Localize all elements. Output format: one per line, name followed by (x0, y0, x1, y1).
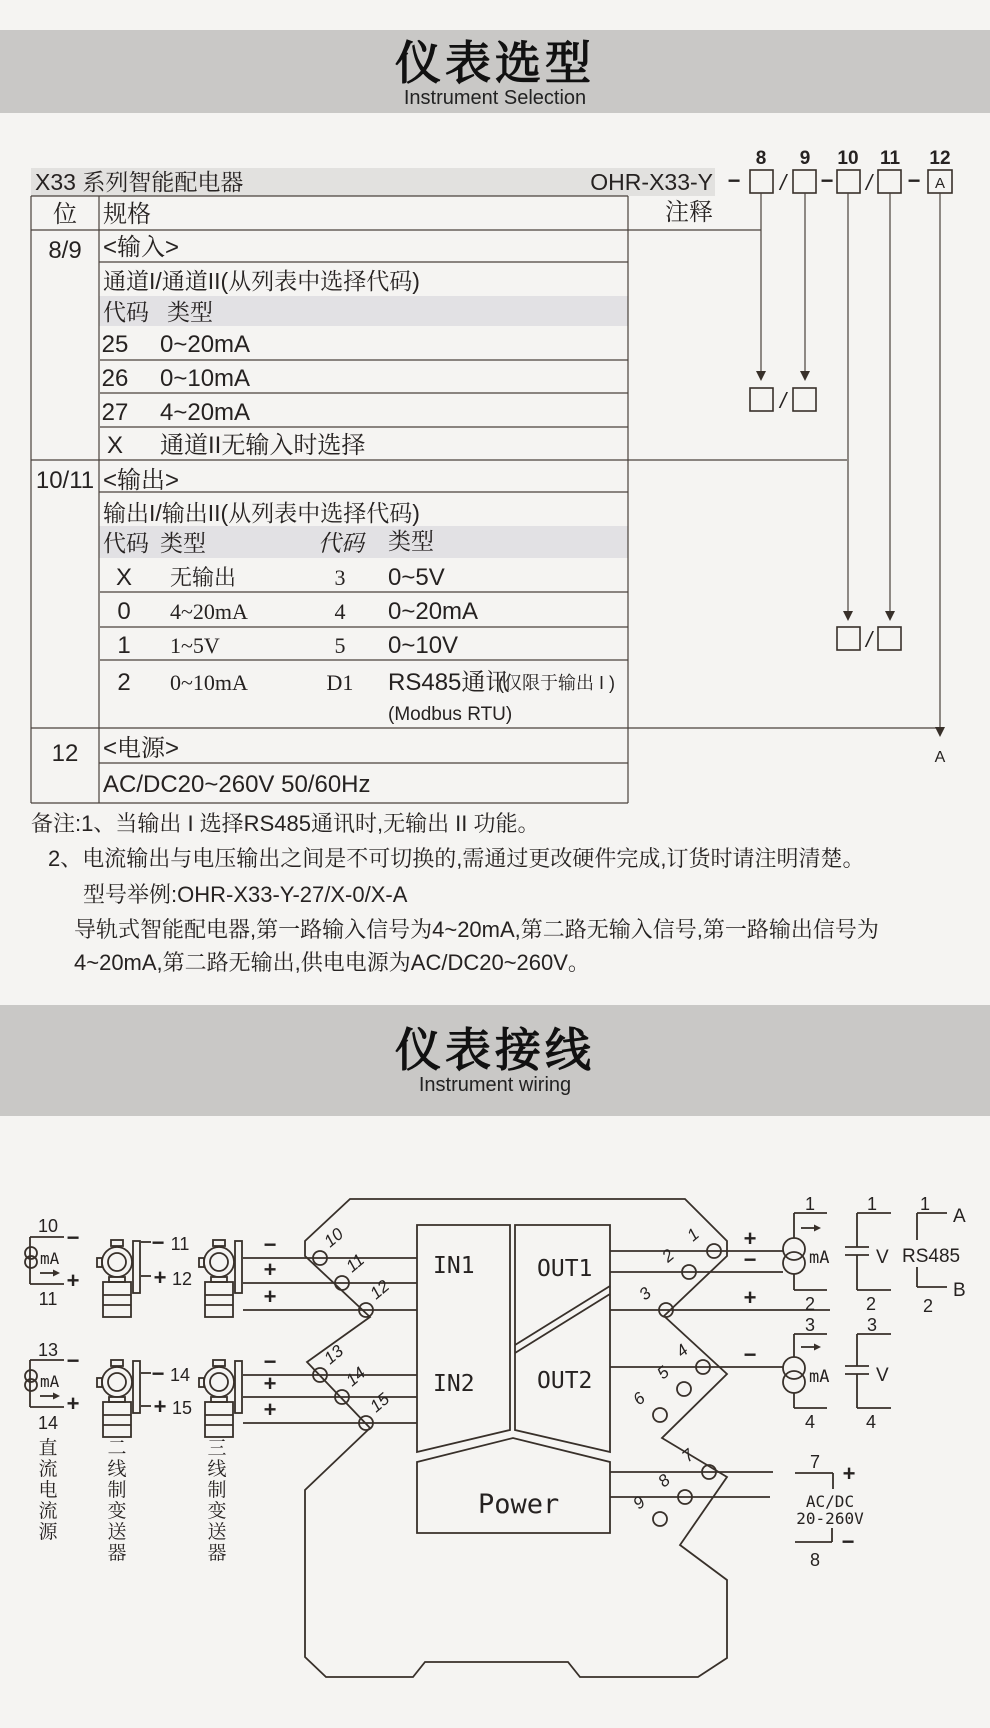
selection-title: 仪表选型 (395, 37, 595, 89)
tx2-plus-terminal: 15 (171, 1398, 193, 1418)
head-code-2b: 代码 (318, 530, 364, 556)
rs485-label: RS485 (902, 1246, 961, 1267)
note-line-2: 2、电流输出与电压输出之间是不可切换的,需通过更改硬件完成,订货时请注明清楚。 (48, 846, 865, 871)
arrowhead-10 (843, 611, 853, 621)
minus-sign: − (841, 1529, 855, 1554)
minus-sign: − (263, 1232, 277, 1257)
psu-line1: AC/DC (805, 1492, 855, 1511)
terminal-label-14: 14 (342, 1363, 370, 1391)
plus-sign: + (743, 1285, 757, 1310)
code-box-11 (878, 170, 901, 193)
model-selection-table (0, 125, 990, 1005)
row-code: D1 (326, 670, 354, 695)
row-type: 通道II无输入时选择 (160, 432, 366, 459)
annotation-arrows (750, 193, 946, 766)
row-type: 无输出 (170, 565, 237, 590)
row-code: 5 (334, 633, 346, 658)
terminal-label-13: 13 (320, 1341, 348, 1369)
row-code: X (115, 564, 133, 591)
src2-bottom-terminal: 14 (37, 1413, 59, 1433)
slash-input-pair: / (779, 388, 787, 413)
row-type-modbus: (Modbus RTU) (388, 704, 513, 725)
current-arrow (814, 1225, 821, 1232)
plus-sign: + (263, 1397, 277, 1422)
dc-current-source-2 (25, 1340, 79, 1433)
digit-label-10: 10 (837, 148, 859, 169)
slash-output-pair: / (865, 627, 873, 652)
ma1-unit: mA (809, 1248, 830, 1268)
arrowhead-11 (885, 611, 895, 621)
out-divider-b (515, 1294, 610, 1353)
output-box-ch1 (837, 627, 860, 650)
series-title: X33 系列智能配电器 (35, 169, 244, 195)
psu-bottom-terminal: 8 (809, 1550, 821, 1570)
current-arrow (53, 1393, 60, 1400)
section-pos-89: 8/9 (48, 237, 82, 264)
terminal-label-5: 5 (653, 1362, 673, 1384)
digit-label-8: 8 (755, 148, 767, 169)
current-arrow (814, 1344, 821, 1351)
src2-top-terminal: 13 (37, 1340, 59, 1360)
row-code: 4 (334, 599, 346, 624)
dash-2: − (820, 168, 834, 193)
slash-1: / (779, 170, 787, 195)
v-meter-1 (845, 1194, 891, 1314)
v1-top-terminal: 1 (866, 1194, 878, 1214)
minus-sign: − (743, 1342, 757, 1367)
input-section-subtitle: 通道I/通道II(从列表中选择代码) (103, 268, 420, 294)
tx2-minus-terminal: 14 (169, 1365, 191, 1385)
output-section-title: <输出> (103, 467, 180, 494)
v2-unit: V (876, 1365, 889, 1386)
tx1-plus-terminal: 12 (171, 1269, 193, 1289)
row-type: 4~20mA (170, 599, 248, 624)
head-code-2a: 代码 (103, 530, 149, 556)
current-arrow (53, 1270, 60, 1277)
legend-dc-current-source: 直流电流源 (38, 1438, 58, 1543)
terminal-label-1: 1 (683, 1224, 703, 1246)
rs485-port (902, 1194, 966, 1316)
plus-sign: + (153, 1265, 167, 1290)
row-type: 0~10mA (160, 365, 251, 392)
left-terminals (313, 1224, 393, 1430)
col-header-pos: 位 (53, 201, 77, 228)
digit-label-9: 9 (799, 148, 811, 169)
head-type-1: 类型 (167, 299, 213, 325)
rs485-b-label: B (953, 1280, 966, 1301)
ma2-unit: mA (809, 1367, 830, 1387)
three-wire-transmitter-2 (199, 1360, 242, 1437)
row-type: 0~20mA (388, 598, 479, 625)
col-header-note: 注释 (665, 199, 713, 226)
terminal-label-6: 6 (629, 1388, 649, 1410)
src1-bottom-terminal: 11 (38, 1289, 58, 1309)
minus-sign: − (66, 1225, 80, 1250)
power-section-value: AC/DC20~260V 50/60Hz (103, 771, 371, 798)
terminal-label-15: 15 (366, 1389, 394, 1417)
v1-bottom-terminal: 2 (865, 1294, 877, 1314)
two-wire-transmitter-2 (97, 1360, 192, 1437)
row-type: 0~5V (388, 564, 445, 591)
terminal-label-8: 8 (654, 1470, 674, 1492)
ma2-top-terminal: 3 (804, 1315, 816, 1335)
terminal-label-3: 3 (635, 1283, 655, 1305)
right-terminals (629, 1224, 721, 1526)
out-divider-a (515, 1286, 610, 1345)
ma1-bottom-terminal: 2 (804, 1294, 816, 1314)
terminal-label-2: 2 (658, 1245, 678, 1267)
row-code: 27 (101, 399, 129, 426)
tx1-minus-terminal: 11 (170, 1234, 190, 1254)
plus-sign: + (263, 1284, 277, 1309)
arrowhead-12 (935, 727, 945, 737)
wiring-banner (0, 1005, 990, 1116)
selection-subtitle: Instrument Selection (403, 86, 587, 109)
row-code: 3 (334, 565, 346, 590)
row-code: 2 (117, 669, 131, 696)
head-type-2b: 类型 (388, 528, 434, 554)
src1-unit: mA (40, 1249, 60, 1268)
minus-sign: − (66, 1348, 80, 1373)
selection-banner (0, 30, 990, 113)
src1-top-terminal: 10 (37, 1216, 59, 1236)
power-code-annotation: A (934, 749, 946, 766)
arrowhead-8 (756, 371, 766, 381)
power-section-title: <电源> (103, 735, 180, 762)
rs485-a-label: A (953, 1206, 966, 1227)
src2-unit: mA (40, 1372, 60, 1391)
row-code: 26 (101, 365, 129, 392)
row-type: 0~10mA (170, 670, 248, 695)
plus-sign: + (263, 1257, 277, 1282)
input-box-ch2 (793, 388, 816, 411)
wiring-title: 仪表接线 (395, 1024, 595, 1076)
plus-sign: + (842, 1461, 856, 1486)
out1-label: OUT1 (537, 1256, 593, 1282)
code-box-10 (837, 170, 860, 193)
dash-1: − (727, 168, 741, 193)
note-line-3: 型号举例:OHR-X33-Y-27/X-0/X-A (83, 882, 408, 907)
power-label: Power (478, 1489, 560, 1520)
row-type-rs485: RS485通讯 (388, 669, 510, 696)
model-prefix: OHR-X33-Y (590, 169, 713, 195)
rs485-bottom-terminal: 2 (922, 1296, 934, 1316)
input-section-title: <输入> (103, 234, 180, 261)
output-box-ch2 (878, 627, 901, 650)
terminal-label-7: 7 (678, 1445, 698, 1467)
two-wire-transmitter-1 (97, 1230, 192, 1317)
head-type-2a: 类型 (160, 530, 206, 556)
row-code: 0 (117, 598, 131, 625)
output-section-subtitle: 输出I/输出II(从列表中选择代码) (103, 500, 420, 526)
row-type: 0~10V (388, 632, 459, 659)
digit-label-12: 12 (929, 148, 951, 169)
minus-sign: − (263, 1349, 277, 1374)
ma1-top-terminal: 1 (804, 1194, 816, 1214)
ma-meter-1 (783, 1194, 829, 1314)
section-pos-12: 12 (51, 740, 79, 767)
arrowhead-9 (800, 371, 810, 381)
row-code: 1 (117, 632, 131, 659)
col-header-spec: 规格 (103, 201, 151, 228)
in2-label: IN2 (433, 1371, 475, 1397)
terminal-label-11: 11 (342, 1250, 369, 1277)
code-box-8 (750, 170, 773, 193)
row-type: 0~20mA (160, 331, 251, 358)
head-code-1: 代码 (103, 299, 149, 325)
dash-3: − (907, 168, 921, 193)
ma-meter-2 (783, 1315, 829, 1432)
rs485-top-terminal: 1 (919, 1194, 931, 1214)
v1-unit: V (876, 1247, 889, 1268)
wiring-diagram (0, 1116, 990, 1728)
legend-three-wire-transmitter: 三线制变送器 (207, 1438, 227, 1564)
plus-sign: + (153, 1394, 167, 1419)
out2-label: OUT2 (537, 1368, 593, 1394)
input-box-ch1 (750, 388, 773, 411)
power-code-in-box: A (934, 175, 946, 192)
psu-top-terminal: 7 (809, 1452, 821, 1472)
v2-top-terminal: 3 (866, 1315, 878, 1335)
digit-label-11: 11 (879, 148, 901, 169)
terminal-label-10: 10 (320, 1224, 348, 1252)
note-line-4: 导轨式智能配电器,第一路输入信号为4~20mA,第二路无输入信号,第一路输出信号为 (74, 917, 879, 942)
terminal-label-4: 4 (672, 1340, 692, 1362)
v2-bottom-terminal: 4 (865, 1412, 877, 1432)
ac-dc-power-supply (795, 1452, 864, 1570)
dc-current-source-1 (25, 1216, 79, 1309)
ma2-bottom-terminal: 4 (804, 1412, 816, 1432)
legend-two-wire-transmitter: 二线制变送器 (107, 1438, 127, 1564)
row-type: 4~20mA (160, 399, 251, 426)
plus-sign: + (743, 1226, 757, 1251)
plus-sign: + (66, 1391, 80, 1416)
section-pos-1011: 10/11 (35, 467, 95, 494)
code-box-9 (793, 170, 816, 193)
v-meter-2 (845, 1315, 891, 1432)
plus-sign: + (263, 1371, 277, 1396)
three-wire-transmitter-1 (199, 1240, 242, 1317)
minus-sign: − (151, 1361, 165, 1386)
row-code: 25 (101, 331, 129, 358)
minus-sign: − (743, 1247, 757, 1272)
note-line-1: 备注:1、当输出 I 选择RS485通讯时,无输出 II 功能。 (31, 811, 540, 836)
terminal-label-9: 9 (629, 1492, 649, 1514)
row-type-rs485-note: (仅限于输出 I ) (498, 673, 615, 693)
row-code: X (106, 432, 124, 459)
plus-sign: + (66, 1268, 80, 1293)
in1-label: IN1 (433, 1253, 475, 1279)
terminal-label-12: 12 (366, 1276, 394, 1304)
model-code-boxes (728, 148, 952, 195)
psu-line2: 20-260V (796, 1509, 864, 1528)
minus-sign: − (151, 1230, 165, 1255)
wiring-subtitle: Instrument wiring (418, 1073, 572, 1096)
row-type: 1~5V (170, 633, 220, 658)
slash-2: / (865, 170, 873, 195)
note-line-5: 4~20mA,第二路无输出,供电电源为AC/DC20~260V。 (74, 950, 590, 975)
